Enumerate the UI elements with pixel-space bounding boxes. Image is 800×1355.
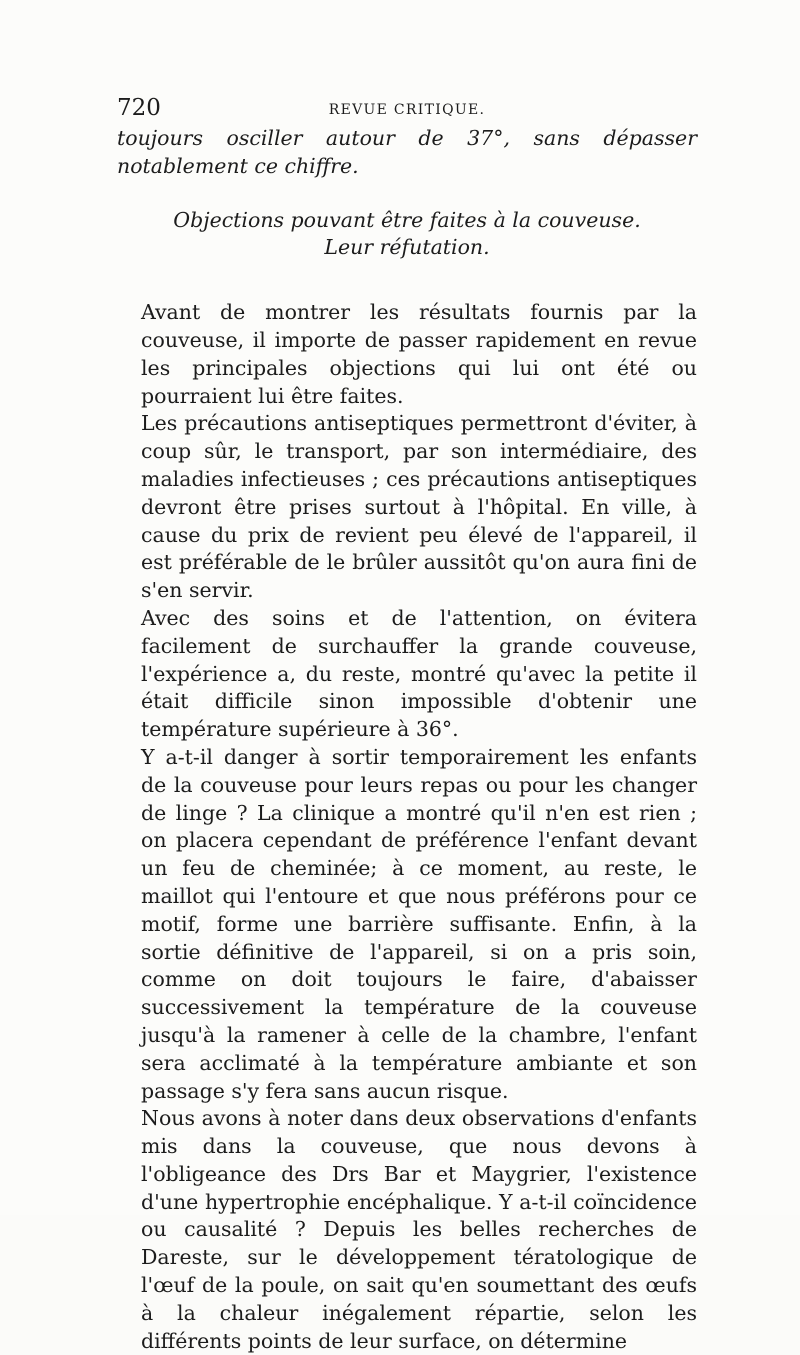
carryover-text: toujours osciller autour de 37°, sans dépasser notablement ce chiffre. [117,126,697,178]
page-number: 720 [117,95,161,121]
section-heading-line-1: Objections pouvant être faites à la couveuse. [173,207,641,232]
paragraph-3: Avec des soins et de l'attention, on évitera facilement de surchauffer la grande couveuse, l'expérience a, du reste, montré qu'avec la petite il était difficile sinon impossible d'obtenir une température supérieure à 36°. [141,605,697,742]
running-title: REVUE CRITIQUE. [328,102,486,118]
section-heading-line-2: Leur réfutation. [324,235,490,260]
paragraph-5: Nous avons à noter dans deux observations d'enfants mis dans la couveuse, que nous devons à l'obligeance des Drs Bar et Maygrier, l'existence d'une hypertrophie encéphalique. Y a-t-il coïncidence ou causalité ? Depuis les belles recherches de Dareste, sur le développement tératologique de l'œuf de la poule, on sait qu'en soumettant des œufs à la chaleur inégalement répartie, selon les différents points de leur surface, on détermine [141,1106,697,1353]
section-heading [117,207,697,263]
paragraph-1: Avant de montrer les résultats fournis par la couveuse, il importe de passer rapidement en revue les principales objections qui lui ont été ou pourraient lui être faites. [141,300,697,408]
page-header [117,94,697,128]
paragraph-4: Y a-t-il danger à sortir temporairement les enfants de la couveuse pour leurs repas ou pour les changer de linge ? La clinique a montré qu'il n'en est rien ; on placera cependant de préférence l'enfant devant un feu de cheminée; à ce moment, au reste, le maillot qui l'entoure et que nous préférons pour ce motif, forme une barrière suffisante. Enfin, à la sortie définitive de l'appareil, si on a pris soin, comme on doit toujours le faire, d'abaisser successivement la température de la couveuse jusqu'à la ramener à celle de la chambre, l'enfant sera acclimaté à la température ambiante et son passage s'y fera sans aucun risque. [141,744,697,1103]
paragraph-2: Les précautions antiseptiques permettront d'éviter, à coup sûr, le transport, par son intermédiaire, des maladies infectieuses ; ces précautions antiseptiques devront être prises surtout à l'hôpital. En ville, à cause du prix de revient peu élevé de l'appareil, il est préférable de le brûler aussitôt qu'on aura fini de s'en servir. [141,411,697,603]
carryover-paragraph [117,125,697,181]
page-body [117,125,697,1355]
